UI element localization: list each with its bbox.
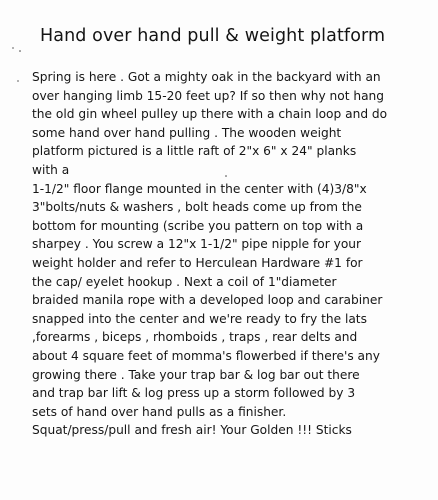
text-line: Spring is here . Got a mighty oak in the backyard with an — [32, 70, 381, 84]
scan-speck — [19, 50, 21, 52]
scan-speck — [17, 80, 19, 82]
text-line: 3"bolts/nuts & washers , bolt heads come up from the — [32, 200, 362, 215]
text-line: with a — [32, 162, 70, 177]
text-line: platform pictured is a little raft of 2"x 6" x 24" planks — [32, 144, 357, 159]
scan-speck — [12, 47, 14, 49]
body-text — [32, 68, 432, 440]
text-line: growing there . Take your trap bar & log bar out there — [32, 367, 360, 382]
text-line: braided manila rope with a developed loop and carabiner — [32, 293, 383, 308]
text-line: 1-1/2" floor flange mounted in the center with (4)3/8"x — [32, 181, 367, 196]
text-line: about 4 square feet of momma's flowerbed if there's any — [32, 348, 380, 363]
text-line: Squat/press/pull and fresh air! Your Golden !!! Sticks — [32, 423, 352, 438]
text-line: snapped into the center and we're ready to fry the lats — [32, 311, 367, 326]
text-line: over hanging limb 15-20 feet up? If so then why not hang — [32, 88, 385, 103]
text-line: the cap/ eyelet hookup . Next a coil of 1"diameter — [32, 274, 337, 289]
text-line: bottom for mounting (scribe you pattern on top with a — [32, 218, 364, 233]
text-line: the old gin wheel pulley up there with a chain loop and do — [32, 107, 388, 122]
text-line: sharpey . You screw a 12"x 1-1/2" pipe nipple for your — [32, 237, 362, 252]
text-line: and trap bar lift & log press up a storm followed by 3 — [32, 386, 356, 401]
text-line: some hand over hand pulling . The wooden weight — [32, 125, 342, 140]
page-title: Hand over hand pull & weight platform — [40, 26, 386, 46]
text-line: sets of hand over hand pulls as a finisher. — [32, 404, 287, 419]
text-line: ,forearms , biceps , rhomboids , traps , rear delts and — [32, 330, 358, 345]
text-line: weight holder and refer to Herculean Hardware #1 for — [32, 255, 363, 270]
